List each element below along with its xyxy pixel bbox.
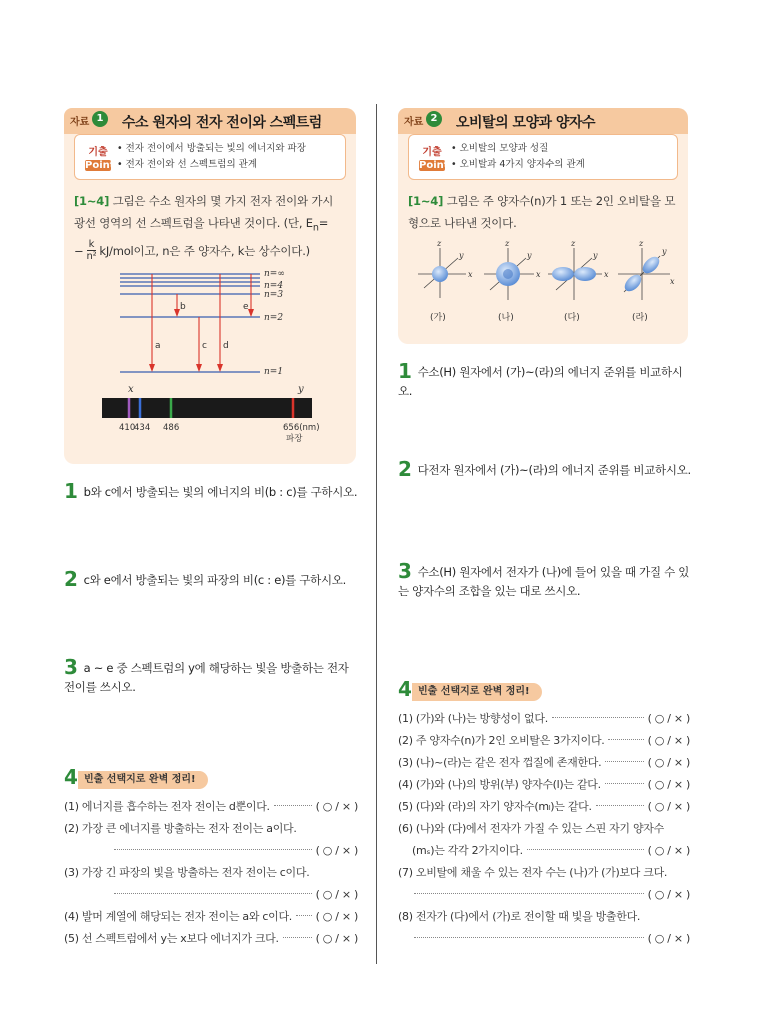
- summary-header: 4 빈출 선택지로 완벽 정리!: [398, 680, 598, 702]
- data-panel: [64, 134, 356, 464]
- svg-text:z: z: [437, 239, 442, 248]
- spectrum-band: [102, 398, 312, 418]
- orbital-label: (라): [632, 313, 648, 323]
- section-tag: 자료: [404, 117, 424, 128]
- ox-choice[interactable]: ( ○ / × ): [315, 844, 358, 857]
- orbital-na: [484, 239, 541, 323]
- ox-choice[interactable]: ( ○ / × ): [647, 800, 690, 813]
- svg-text:z: z: [505, 239, 510, 248]
- question-1: 1 수소(H) 원자에서 (가)~(라)의 에너지 준위를 비교하시오.: [398, 359, 683, 398]
- question-1: 1 b와 c에서 방출되는 빛의 에너지의 비(b : c)를 구하시오.: [64, 479, 358, 503]
- svg-text:y: y: [527, 251, 532, 260]
- question-2: 2 c와 e에서 방출되는 빛의 파장의 비(c : e)를 구하시오.: [64, 567, 346, 591]
- ox-choice[interactable]: ( ○ / × ): [647, 756, 690, 769]
- spectrum-x-label: x: [128, 384, 134, 396]
- level-label: n=1: [264, 367, 284, 378]
- level-label: n=4: [264, 281, 284, 292]
- ox-choice[interactable]: ( ○ / × ): [647, 932, 690, 945]
- summary-item: (1) (가)와 (나)는 방향성이 없다. ( ○ / × ): [398, 708, 690, 730]
- svg-text:x: x: [604, 270, 609, 279]
- problem-intro: [1~4] 그림은 수소 원자의 몇 가지 전자 전이와 가시 광선 영역의 선 스펙트럼을 나타낸 것이다. (단, $E_n=$ − $\frac{k}{\text{n²}}$ kJ/mol이고, n은 주 양자수, k는 상수이다.): [74, 194, 334, 263]
- summary-item: (2) 가장 큰 에너지를 방출하는 전자 전이는 a이다.: [64, 822, 297, 835]
- svg-text:x: x: [670, 277, 675, 286]
- orbital-label: (가): [430, 313, 446, 323]
- summary-item: (2) 주 양자수(n)가 2인 오비탈은 3가지이다. ( ○ / × ): [398, 730, 690, 752]
- svg-text:y: y: [662, 247, 667, 256]
- orbital-da: [548, 239, 609, 323]
- summary-item: (8) 전자가 (다)에서 (가)로 전이할 때 빛을 방출한다.: [398, 910, 641, 923]
- summary-title: 빈출 선택지로 완벽 정리!: [412, 683, 542, 701]
- orbital-ra: [618, 239, 675, 323]
- svg-text:z: z: [571, 239, 576, 248]
- column-divider: [376, 104, 377, 964]
- transition-label: b: [180, 302, 186, 313]
- summary-item: (7) 오비탈에 채울 수 있는 전자 수는 (나)가 (가)보다 크다.: [398, 866, 668, 879]
- section-number-badge: 1: [92, 111, 108, 127]
- axis-label: 파장: [286, 434, 303, 445]
- ox-choice[interactable]: ( ○ / × ): [647, 712, 690, 725]
- exam-point-box: [408, 134, 678, 180]
- level-label: n=∞: [264, 269, 285, 280]
- ox-choice[interactable]: ( ○ / × ): [647, 844, 690, 857]
- question-2: 2 다전자 원자에서 (가)~(라)의 에너지 준위를 비교하시오.: [398, 457, 691, 481]
- section-tag: 자료: [70, 117, 90, 128]
- question-3: 3 a ~ e 중 스펙트럼의 y에 해당하는 빛을 방출하는 전자 전이를 쓰시오.: [64, 655, 349, 694]
- point-line: • 전자 전이와 선 스펙트럼의 관계: [117, 159, 258, 170]
- orbital-diagrams: [408, 236, 678, 328]
- energy-level-diagram: [74, 264, 346, 454]
- exam-label: 기출: [88, 147, 108, 158]
- ox-choice[interactable]: ( ○ / × ): [315, 888, 358, 901]
- fraction: $\frac{k}{\text{n²}}$: [86, 239, 97, 263]
- summary-item: (3) (나)~(라)는 같은 전자 껍질에 존재한다. ( ○ / × ): [398, 752, 690, 774]
- summary-item: (3) 가장 긴 파장의 빛을 방출하는 전자 전이는 c이다.: [64, 866, 310, 879]
- level-label: n=2: [264, 313, 284, 324]
- left-column: [64, 104, 356, 464]
- point-label: Point: [419, 160, 449, 171]
- point-line: • 오비탈의 모양과 성질: [451, 143, 549, 154]
- transition-label: a: [155, 341, 161, 352]
- orbital-label: (다): [564, 313, 580, 323]
- question-3: 3 수소(H) 원자에서 전자가 (나)에 들어 있을 때 가질 수 있 는 양자수의 조합을 있는 대로 쓰시오.: [398, 559, 690, 598]
- summary-title: 빈출 선택지로 완벽 정리!: [78, 771, 208, 789]
- section-header: [64, 104, 356, 134]
- point-line: • 전자 전이에서 방출되는 빛의 에너지와 파장: [117, 143, 306, 154]
- svg-text:x: x: [536, 270, 541, 279]
- wavelength-label: 410: [119, 423, 136, 434]
- problem-intro: [1~4] 그림은 주 양자수(n)가 1 또는 2인 오비탈을 모 형으로 나타낸 것이다.: [408, 194, 676, 230]
- summary-header: 4 빈출 선택지로 완벽 정리!: [64, 768, 264, 790]
- data-panel: [398, 134, 688, 344]
- summary-list: (1) (가)와 (나)는 방향성이 없다. ( ○ / × ) (2) 주 양자수(n)가 2인 오비탈은 3가지이다. ( ○ / × ) (3) (나)~(라)는 같은 전자 껍질에 존재한다. ( ○ / × ) (4) (가)와 (나)의 방위(부) 양자수(l)는 같다. ( ○ / × ) (5) (다)와 (라)의 자기 양자수(mₗ)는 같다. ( ○ / × ) (6) (나)와 (다)에서 전자가 가질 수 있는 스핀 자기 양자수 (mₛ)는 각각 2가지이다. ( ○ / × ) (7) 오비탈에 채울 수 있는 전자 수는 (나)가 (가)보다 크다. ( ○ / × ) (8) 전자가 (다)에서 (가)로 전이할 때 빛을 방출한다. ( ○ / × ): [398, 708, 690, 950]
- orbital-ga: [418, 239, 473, 323]
- summary-item: (5) (다)와 (라)의 자기 양자수(mₗ)는 같다. ( ○ / × ): [398, 796, 690, 818]
- wavelength-label: 656(nm): [283, 423, 320, 434]
- summary-item: (5) 선 스펙트럼에서 y는 x보다 에너지가 크다. ( ○ / × ): [64, 928, 358, 950]
- level-label: n=3: [264, 290, 284, 301]
- summary-list: [64, 796, 358, 950]
- ox-choice[interactable]: ( ○ / × ): [647, 778, 690, 791]
- ox-choice[interactable]: ( ○ / × ): [315, 800, 358, 813]
- ox-choice[interactable]: ( ○ / × ): [647, 888, 690, 901]
- summary-item: (4) (가)와 (나)의 방위(부) 양자수(l)는 같다. ( ○ / × ): [398, 774, 690, 796]
- svg-text:x: x: [468, 270, 473, 279]
- transition-label: c: [202, 341, 207, 352]
- point-line: • 오비탈과 4가지 양자수의 관계: [451, 159, 585, 170]
- ox-choice[interactable]: ( ○ / × ): [315, 932, 358, 945]
- summary-item: (4) 발머 계열에 해당되는 전자 전이는 a와 c이다. ( ○ / × ): [64, 906, 358, 928]
- ox-choice[interactable]: ( ○ / × ): [647, 734, 690, 747]
- section-title: 수소 원자의 전자 전이와 스펙트럼: [122, 115, 322, 131]
- wavelength-label: 434: [134, 423, 151, 434]
- svg-text:z: z: [639, 239, 644, 248]
- section-header: [398, 104, 688, 134]
- section-number-badge: 2: [426, 111, 442, 127]
- exam-point-box: [74, 134, 346, 180]
- wavelength-label: 486: [163, 423, 180, 434]
- orbital-label: (나): [498, 313, 514, 323]
- point-label: Point: [85, 160, 115, 171]
- right-column: [398, 104, 688, 344]
- summary-item: (6) (나)와 (다)에서 전자가 가질 수 있는 스핀 자기 양자수: [398, 822, 664, 835]
- svg-text:y: y: [593, 251, 598, 260]
- transition-label: d: [223, 341, 229, 352]
- section-title: 오비탈의 모양과 양자수: [456, 115, 595, 131]
- summary-item: (1) 에너지를 흡수하는 전자 전이는 d뿐이다. ( ○ / × ): [64, 796, 358, 818]
- spectrum-y-label: y: [298, 384, 304, 396]
- transition-label: e: [243, 302, 249, 313]
- svg-text:y: y: [459, 251, 464, 260]
- ox-choice[interactable]: ( ○ / × ): [315, 910, 358, 923]
- exam-label: 기출: [422, 147, 442, 158]
